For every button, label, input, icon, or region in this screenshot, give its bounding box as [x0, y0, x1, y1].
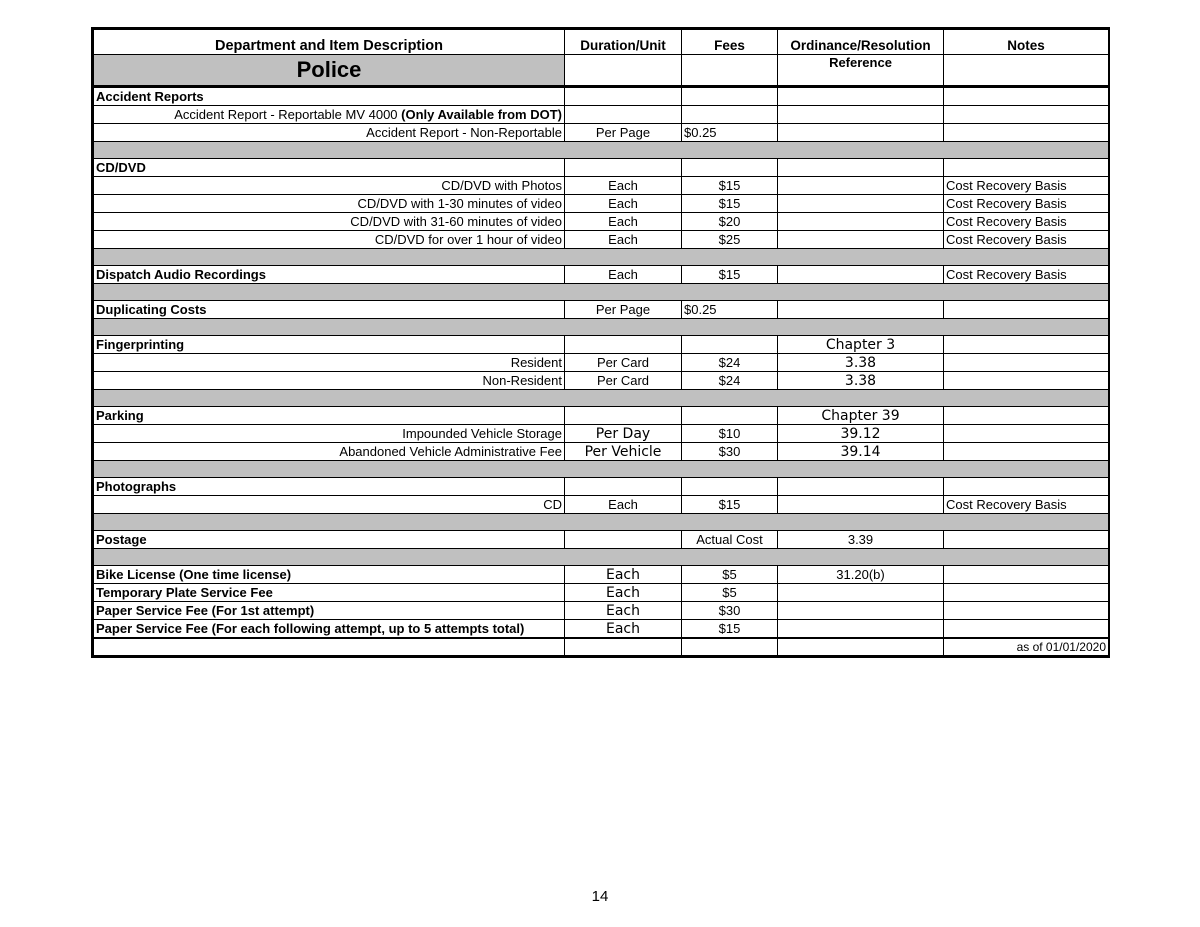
item-description: Abandoned Vehicle Administrative Fee [94, 443, 565, 461]
section-heading: Photographs [94, 478, 565, 496]
section-heading: Bike License (One time license) [94, 566, 565, 584]
section-heading: Postage [94, 531, 565, 549]
item-description: CD [94, 496, 565, 514]
page-number: 14 [591, 888, 609, 905]
as-of-date: as of 01/01/2020 [944, 638, 1109, 656]
separator-row [94, 549, 1109, 566]
separator-row [94, 284, 1109, 301]
section-heading: Paper Service Fee (For 1st attempt) [94, 602, 565, 620]
table-row: Parking Chapter 39 [94, 407, 1109, 425]
col-header-ordinance-reference: Reference [778, 55, 944, 87]
col-header-ordinance: Ordinance/Resolution [778, 30, 944, 55]
department-row [94, 55, 1109, 87]
col-header-duration: Duration/Unit [565, 30, 682, 55]
table-row: CD/DVD with 1-30 minutes of video Each $15 Cost Recovery Basis [94, 195, 1109, 213]
table-row: Accident Report - Non-Reportable Per Page $0.25 [94, 124, 1109, 142]
section-heading: CD/DVD [94, 159, 565, 177]
table-row: Temporary Plate Service Fee Each $5 [94, 584, 1109, 602]
item-description: CD/DVD with 1-30 minutes of video [94, 195, 565, 213]
section-heading: Paper Service Fee (For each following attempt, up to 5 attempts total) [94, 620, 565, 639]
table-row [94, 159, 1109, 177]
section-heading: Accident Reports [94, 87, 565, 106]
table-row: Dispatch Audio Recordings Each $15 Cost Recovery Basis [94, 266, 1109, 284]
table-row: CD/DVD with Photos Each $15 Cost Recovery Basis [94, 177, 1109, 195]
table-row: Postage Actual Cost 3.39 [94, 531, 1109, 549]
table-row: Fingerprinting Chapter 3 [94, 336, 1109, 354]
col-header-notes: Notes [944, 30, 1109, 55]
col-header-fees: Fees [682, 30, 778, 55]
item-description: CD/DVD with 31-60 minutes of video [94, 213, 565, 231]
item-description: CD/DVD with Photos [94, 177, 565, 195]
table-row: Duplicating Costs Per Page $0.25 [94, 301, 1109, 319]
footer-row [94, 638, 1109, 656]
section-heading: Duplicating Costs [94, 301, 565, 319]
section-heading: Temporary Plate Service Fee [94, 584, 565, 602]
table-row [94, 478, 1109, 496]
table-row: Non-Resident Per Card $24 3.38 [94, 372, 1109, 390]
table-row: Paper Service Fee (For 1st attempt) Each $30 [94, 602, 1109, 620]
separator-row [94, 461, 1109, 478]
section-heading: Fingerprinting [94, 336, 565, 354]
item-description: Non-Resident [94, 372, 565, 390]
table-row [94, 87, 1109, 106]
department-title: Police [94, 55, 565, 87]
table-row: Resident Per Card $24 3.38 [94, 354, 1109, 372]
table-row: CD/DVD for over 1 hour of video Each $25 Cost Recovery Basis [94, 231, 1109, 249]
col-header-description: Department and Item Description [94, 30, 565, 55]
table-row: Bike License (One time license) Each $5 31.20(b) [94, 566, 1109, 584]
table-row: Paper Service Fee (For each following attempt, up to 5 attempts total) Each $15 [94, 620, 1109, 639]
table-row [94, 106, 1109, 124]
item-description: Accident Report - Non-Reportable [94, 124, 565, 142]
separator-row [94, 514, 1109, 531]
table-row: CD/DVD with 31-60 minutes of video Each $20 Cost Recovery Basis [94, 213, 1109, 231]
separator-row [94, 390, 1109, 407]
separator-row [94, 249, 1109, 266]
item-description: CD/DVD for over 1 hour of video [94, 231, 565, 249]
table-row: CD Each $15 Cost Recovery Basis [94, 496, 1109, 514]
item-description: Resident [94, 354, 565, 372]
fee-schedule-table [91, 27, 1110, 658]
item-description: Accident Report - Reportable MV 4000 (Only Available from DOT) [94, 106, 565, 124]
table-row: Impounded Vehicle Storage Per Day $10 39.12 [94, 425, 1109, 443]
section-heading: Dispatch Audio Recordings [94, 266, 565, 284]
item-description: Impounded Vehicle Storage [94, 425, 565, 443]
section-heading: Parking [94, 407, 565, 425]
table-row: Abandoned Vehicle Administrative Fee Per Vehicle $30 39.14 [94, 443, 1109, 461]
header-row [94, 30, 1109, 55]
separator-row [94, 319, 1109, 336]
separator-row [94, 142, 1109, 159]
